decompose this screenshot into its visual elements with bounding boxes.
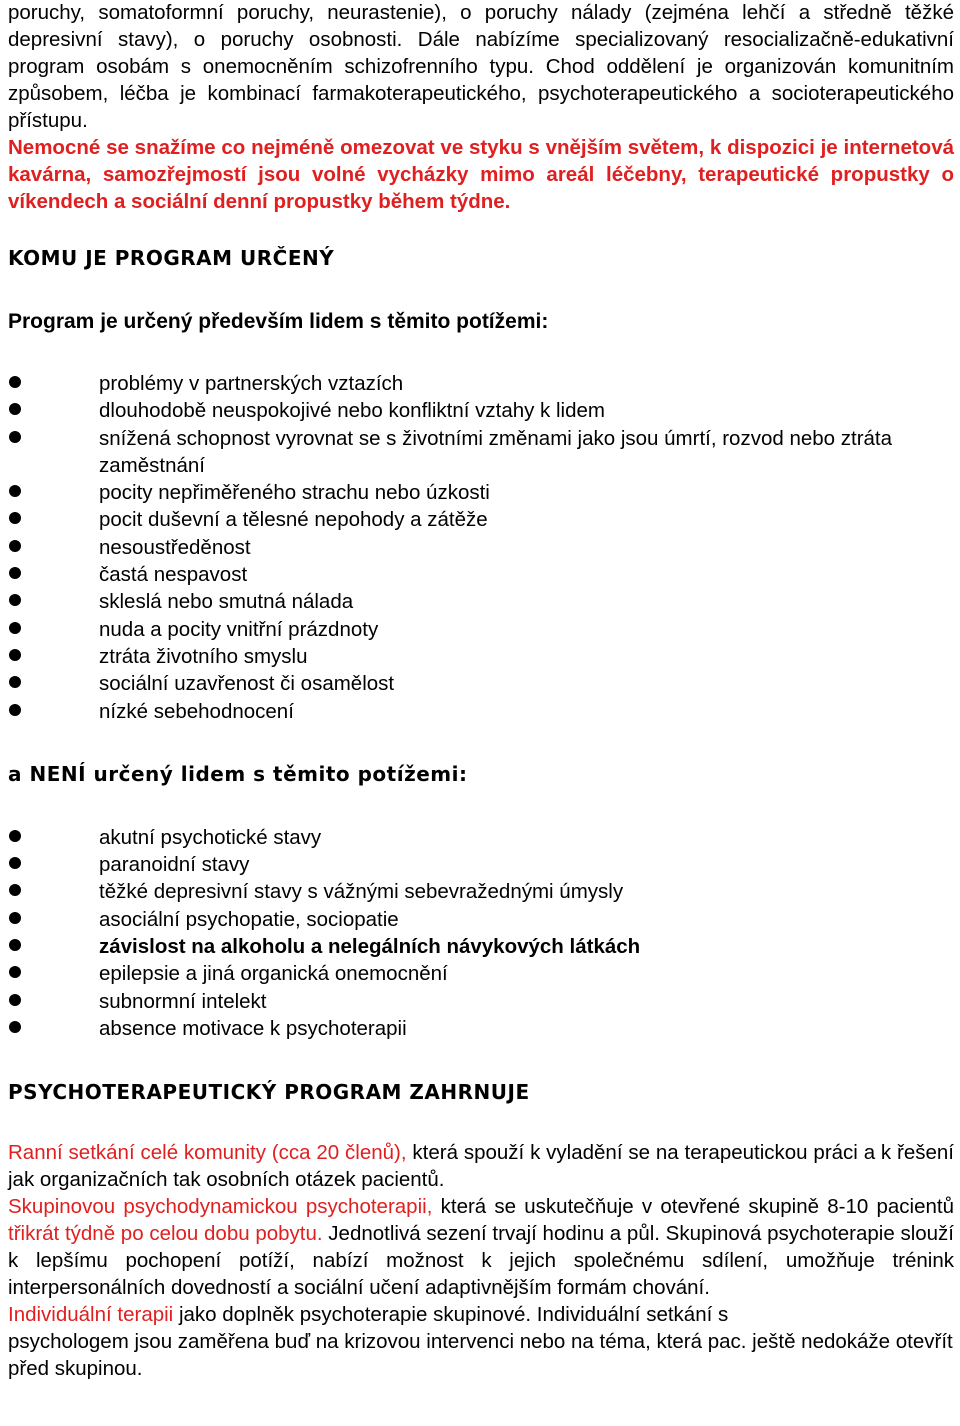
- bullet-icon: [9, 622, 21, 634]
- bullet-icon: [9, 912, 21, 924]
- neni-list: [8, 824, 954, 1042]
- bullet-icon: [9, 431, 21, 443]
- community-meeting-label: Ranní setkání celé komunity (cca 20 členů),: [8, 1141, 407, 1165]
- list-item: [8, 534, 954, 561]
- list-item: [8, 960, 954, 987]
- bullet-icon: [9, 704, 21, 716]
- list-item: [8, 588, 954, 615]
- community-meeting-text: která spouží k vyladění se na terapeutickou práci a k řešení jak organizačních tak osobních otázek pacientů.: [8, 1141, 955, 1192]
- list-item-text: epilepsie a jiná organická onemocnění: [99, 962, 448, 986]
- list-item: [8, 851, 954, 878]
- list-item: [8, 616, 954, 643]
- komu-intro: Program je určený především lidem s těmito potížemi:: [8, 310, 549, 333]
- list-item-text: skleslá nebo smutná nálada: [99, 590, 354, 614]
- list-item-text: nízké sebehodnocení: [99, 699, 294, 723]
- komu-list: [8, 370, 954, 725]
- list-item-text: sociální uzavřenost či osamělost: [99, 672, 395, 696]
- list-item: [8, 506, 954, 533]
- bullet-icon: [9, 512, 21, 524]
- list-item-text: absence motivace k psychoterapii: [99, 1016, 407, 1040]
- list-item-text: paranoidní stavy: [99, 853, 250, 877]
- list-item: [8, 670, 954, 697]
- list-item: [8, 370, 954, 397]
- list-item-text: subnormní intelekt: [99, 989, 267, 1013]
- group-therapy-label: Skupinovou psychodynamickou psychoterapii,: [8, 1195, 433, 1219]
- list-item: [8, 479, 954, 506]
- bullet-icon: [9, 676, 21, 688]
- list-item: [8, 933, 954, 960]
- list-item-text: ztráta životního smyslu: [99, 644, 308, 668]
- list-item: [8, 425, 954, 480]
- list-item-text: nuda a pocity vnitřní prázdnoty: [99, 617, 379, 641]
- list-item: [8, 643, 954, 670]
- program-paragraph-community: [8, 1139, 954, 1193]
- bullet-icon: [9, 1021, 21, 1033]
- bullet-icon: [9, 403, 21, 415]
- list-item-text: těžké depresivní stavy s vážnými sebevražednými úmysly: [99, 880, 624, 904]
- list-item-text: pocity nepřiměřeného strachu nebo úzkosti: [99, 481, 490, 505]
- bullet-icon: [9, 994, 21, 1006]
- bullet-icon: [9, 485, 21, 497]
- section-heading-neni: a NENÍ určený lidem s těmito potížemi:: [8, 761, 468, 786]
- list-item-text: problémy v partnerských vztazích: [99, 372, 404, 395]
- list-item: [8, 878, 954, 905]
- list-item: [8, 1015, 954, 1042]
- section-heading-komu: KOMU JE PROGRAM URČENÝ: [8, 246, 335, 270]
- group-therapy-text: která se uskutečňuje v otevřené skupině 8-10 pacientů: [432, 1195, 955, 1219]
- list-item: [8, 397, 954, 424]
- list-item-text: dlouhodobě neuspokojivé nebo konfliktní vztahy k lidem: [99, 399, 605, 423]
- list-item-text: nesoustředěnost: [99, 535, 251, 559]
- bullet-icon: [9, 939, 21, 951]
- list-item-text: závislost na alkoholu a nelegálních návykových látkách: [99, 935, 641, 959]
- individual-therapy-text-cont: psychologem jsou zaměřena buď na krizovou intervenci nebo na téma, která pac. ještě nedokáže otevřít před skupinou.: [8, 1330, 953, 1381]
- bullet-icon: [9, 376, 21, 388]
- individual-therapy-label: Individuální terapii: [8, 1303, 174, 1327]
- intro-paragraph: poruchy, somatoformní poruchy, neurastenie), o poruchy nálady (zejména lehčí a středně těžké depresivní stavy), o poruchy osobnosti. Dále nabízíme specializovaný resocializačně-edukativní program osobám s onemocněním schizofrenního typu. Chod oddělení je organizován komunitním způsobem, léčba je kombinací farmakoterapeutického, psychoterapeutického a socioterapeutického přístupu.: [8, 1, 954, 132]
- bullet-icon: [9, 540, 21, 552]
- program-paragraph-group: [8, 1193, 954, 1301]
- individual-therapy-text: jako doplněk psychoterapie skupinové. Individuální setkání s: [173, 1303, 729, 1327]
- group-therapy-frequency: třikrát týdně po celou dobu pobytu.: [8, 1222, 323, 1246]
- bullet-icon: [9, 594, 21, 606]
- bullet-icon: [9, 830, 21, 842]
- bullet-icon: [9, 567, 21, 579]
- bullet-icon: [9, 884, 21, 896]
- bullet-icon: [9, 966, 21, 978]
- list-item-text: častá nespavost: [99, 563, 248, 587]
- bullet-icon: [9, 649, 21, 661]
- list-item: [8, 561, 954, 588]
- list-item-text: asociální psychopatie, sociopatie: [99, 907, 399, 931]
- intro-highlight: Nemocné se snažíme co nejméně omezovat ve styku s vnějším světem, k dispozici je internetová kavárna, samozřejmostí jsou volné vycházky mimo areál léčebny, terapeutické propustky o víkendech a sociální denní propustky během týdne.: [8, 136, 954, 213]
- bullet-icon: [9, 857, 21, 869]
- list-item: [8, 906, 954, 933]
- list-item: [8, 824, 954, 851]
- program-paragraph-individual: [8, 1301, 954, 1382]
- list-item-text: pocit duševní a tělesné nepohody a zátěže: [99, 508, 488, 532]
- list-item: [8, 988, 954, 1015]
- list-item-text: snížená schopnost vyrovnat se s životními změnami jako jsou úmrtí, rozvod nebo ztráta zaměstnání: [99, 426, 893, 477]
- list-item-text: akutní psychotické stavy: [99, 825, 322, 849]
- section-heading-program: PSYCHOTERAPEUTICKÝ PROGRAM ZAHRNUJE: [8, 1080, 530, 1105]
- group-therapy-details: Jednotlivá sezení trvají hodinu a půl. Skupinová psychoterapie slouží k lepšímu pochopení potíží, nabízí možnost k jejich společnému sdílení, umožňuje trénink interpersonálních dovedností a sociální učení adaptivnějším formám chování.: [8, 1222, 955, 1300]
- list-item: [8, 698, 954, 725]
